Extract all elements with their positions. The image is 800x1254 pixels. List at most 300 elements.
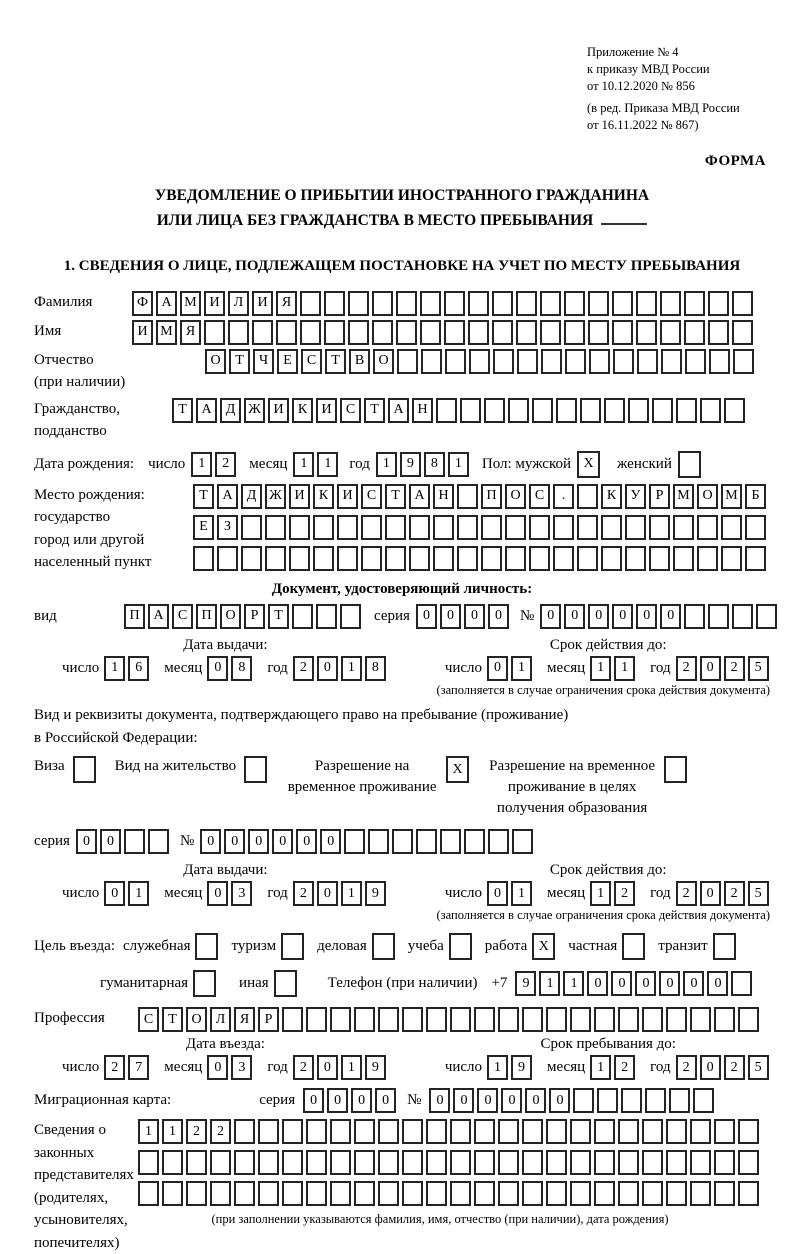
birth-place-cell[interactable] [625, 515, 646, 540]
profession-cell[interactable] [714, 1007, 735, 1032]
doc-series-cell[interactable]: 0 [440, 604, 461, 629]
representative-cell[interactable] [498, 1150, 519, 1175]
residence-number-cell[interactable] [368, 829, 389, 854]
issue-year-cell[interactable]: 1 [341, 656, 362, 681]
representative-cell[interactable] [642, 1150, 663, 1175]
representative-cell[interactable] [258, 1181, 279, 1206]
issue-year-cell[interactable]: 8 [365, 656, 386, 681]
citizenship-cell[interactable] [676, 398, 697, 423]
profession-cell[interactable] [546, 1007, 567, 1032]
birth-place-cell[interactable] [673, 515, 694, 540]
representative-cell[interactable] [330, 1181, 351, 1206]
name-cell[interactable]: Я [180, 320, 201, 345]
representative-cell[interactable] [426, 1119, 447, 1144]
patronymic-cell[interactable] [517, 349, 538, 374]
name-cell[interactable] [468, 320, 489, 345]
birth-place-cell[interactable] [385, 515, 406, 540]
citizenship-cell[interactable]: К [292, 398, 313, 423]
doc-number-cell[interactable] [684, 604, 705, 629]
residence-valid-year-cell[interactable]: 2 [724, 881, 745, 906]
name-cell[interactable] [420, 320, 441, 345]
citizenship-cell[interactable]: Д [220, 398, 241, 423]
migration-number-cell[interactable] [621, 1088, 642, 1113]
patronymic-cell[interactable]: Ч [253, 349, 274, 374]
patronymic-cell[interactable] [709, 349, 730, 374]
representative-cell[interactable] [666, 1150, 687, 1175]
representative-cell[interactable] [666, 1119, 687, 1144]
residence-issue-year-cell[interactable]: 0 [317, 881, 338, 906]
profession-cell[interactable] [378, 1007, 399, 1032]
representative-cell[interactable] [714, 1181, 735, 1206]
birth-place-cell[interactable] [289, 515, 310, 540]
representative-cell[interactable] [402, 1150, 423, 1175]
migration-series-cell[interactable]: 0 [375, 1088, 396, 1113]
representative-cell[interactable] [690, 1181, 711, 1206]
phone-digit-cell[interactable]: 0 [683, 971, 704, 996]
representative-cell[interactable] [354, 1150, 375, 1175]
profession-cell[interactable] [522, 1007, 543, 1032]
residence-issue-month-cell[interactable]: 3 [231, 881, 252, 906]
surname-cell[interactable] [468, 291, 489, 316]
surname-cell[interactable]: И [204, 291, 225, 316]
birth-place-cell[interactable]: З [217, 515, 238, 540]
doc-kind-cell[interactable]: А [148, 604, 169, 629]
birth-place-cell[interactable]: А [217, 484, 238, 509]
residence-issue-day-cell[interactable]: 1 [128, 881, 149, 906]
birth-place-cell[interactable] [649, 546, 670, 571]
stay-month-cell[interactable]: 1 [590, 1055, 611, 1080]
representative-cell[interactable] [402, 1119, 423, 1144]
surname-cell[interactable]: А [156, 291, 177, 316]
birth-place-cell[interactable] [721, 515, 742, 540]
birth-place-cell[interactable] [697, 515, 718, 540]
name-cell[interactable]: М [156, 320, 177, 345]
residence-number-cell[interactable] [512, 829, 533, 854]
citizenship-cell[interactable]: И [268, 398, 289, 423]
birth-place-cell[interactable] [553, 546, 574, 571]
migration-series-cell[interactable]: 0 [351, 1088, 372, 1113]
profession-cell[interactable] [618, 1007, 639, 1032]
representative-cell[interactable]: 2 [186, 1119, 207, 1144]
birth-place-cell[interactable] [265, 515, 286, 540]
purpose-study-cell[interactable] [449, 933, 472, 960]
birth-place-cell[interactable] [745, 546, 766, 571]
name-cell[interactable] [516, 320, 537, 345]
representative-cell[interactable] [306, 1119, 327, 1144]
valid-day-cell[interactable]: 0 [487, 656, 508, 681]
sex-male-cell[interactable]: X [577, 451, 600, 478]
patronymic-cell[interactable] [637, 349, 658, 374]
representative-cell[interactable]: 1 [162, 1119, 183, 1144]
name-cell[interactable] [612, 320, 633, 345]
birth-place-cell[interactable]: Е [193, 515, 214, 540]
birth-place-cell[interactable]: М [721, 484, 742, 509]
patronymic-cell[interactable] [541, 349, 562, 374]
entry-day-cell[interactable]: 7 [128, 1055, 149, 1080]
name-cell[interactable] [252, 320, 273, 345]
representative-cell[interactable] [186, 1181, 207, 1206]
issue-month-cell[interactable]: 0 [207, 656, 228, 681]
birth-place-cell[interactable]: С [361, 484, 382, 509]
surname-cell[interactable] [300, 291, 321, 316]
surname-cell[interactable] [516, 291, 537, 316]
profession-cell[interactable] [450, 1007, 471, 1032]
patronymic-cell[interactable] [685, 349, 706, 374]
representative-cell[interactable] [594, 1181, 615, 1206]
birth-place-cell[interactable]: . [553, 484, 574, 509]
name-cell[interactable] [636, 320, 657, 345]
patronymic-cell[interactable]: О [205, 349, 226, 374]
representative-cell[interactable] [450, 1119, 471, 1144]
representative-cell[interactable] [426, 1150, 447, 1175]
patronymic-cell[interactable] [733, 349, 754, 374]
doc-kind-cell[interactable]: О [220, 604, 241, 629]
entry-year-cell[interactable]: 2 [293, 1055, 314, 1080]
representative-cell[interactable] [690, 1150, 711, 1175]
representative-cell[interactable] [666, 1181, 687, 1206]
representative-cell[interactable] [234, 1119, 255, 1144]
profession-cell[interactable] [330, 1007, 351, 1032]
profession-cell[interactable]: С [138, 1007, 159, 1032]
representative-cell[interactable] [618, 1119, 639, 1144]
doc-number-cell[interactable] [756, 604, 777, 629]
purpose-humanitarian-cell[interactable] [193, 970, 216, 997]
profession-cell[interactable]: О [186, 1007, 207, 1032]
representative-cell[interactable] [474, 1181, 495, 1206]
patronymic-cell[interactable] [445, 349, 466, 374]
surname-cell[interactable] [540, 291, 561, 316]
birth-place-cell[interactable] [481, 546, 502, 571]
doc-kind-cell[interactable]: Т [268, 604, 289, 629]
surname-cell[interactable] [636, 291, 657, 316]
doc-series-cell[interactable]: 0 [416, 604, 437, 629]
representative-cell[interactable] [546, 1119, 567, 1144]
entry-month-cell[interactable]: 3 [231, 1055, 252, 1080]
name-cell[interactable] [684, 320, 705, 345]
birth-place-cell[interactable]: Т [193, 484, 214, 509]
name-cell[interactable] [276, 320, 297, 345]
citizenship-cell[interactable] [652, 398, 673, 423]
representative-cell[interactable] [618, 1150, 639, 1175]
surname-cell[interactable]: Л [228, 291, 249, 316]
birth-place-cell[interactable] [289, 546, 310, 571]
name-cell[interactable] [660, 320, 681, 345]
residence-number-cell[interactable]: 0 [200, 829, 221, 854]
citizenship-cell[interactable] [724, 398, 745, 423]
representative-cell[interactable] [378, 1119, 399, 1144]
citizenship-cell[interactable] [436, 398, 457, 423]
migration-number-cell[interactable] [573, 1088, 594, 1113]
name-cell[interactable] [708, 320, 729, 345]
residence-number-cell[interactable] [416, 829, 437, 854]
representative-cell[interactable] [330, 1150, 351, 1175]
patronymic-cell[interactable] [493, 349, 514, 374]
birth-place-cell[interactable]: Д [241, 484, 262, 509]
citizenship-cell[interactable]: А [388, 398, 409, 423]
citizenship-cell[interactable]: Ж [244, 398, 265, 423]
phone-digit-cell[interactable] [731, 971, 752, 996]
representative-cell[interactable] [354, 1119, 375, 1144]
representative-cell[interactable]: 2 [210, 1119, 231, 1144]
birth-place-cell[interactable] [385, 546, 406, 571]
birth-place-cell[interactable] [577, 515, 598, 540]
doc-kind-cell[interactable]: П [196, 604, 217, 629]
representative-cell[interactable] [522, 1181, 543, 1206]
name-cell[interactable] [348, 320, 369, 345]
surname-cell[interactable] [324, 291, 345, 316]
birth-place-cell[interactable]: И [289, 484, 310, 509]
citizenship-cell[interactable]: Т [172, 398, 193, 423]
residence-valid-year-cell[interactable]: 0 [700, 881, 721, 906]
migration-number-cell[interactable]: 0 [549, 1088, 570, 1113]
entry-month-cell[interactable]: 0 [207, 1055, 228, 1080]
doc-kind-cell[interactable] [316, 604, 337, 629]
profession-cell[interactable] [570, 1007, 591, 1032]
representative-cell[interactable] [282, 1150, 303, 1175]
birth-place-cell[interactable] [193, 546, 214, 571]
valid-year-cell[interactable]: 2 [724, 656, 745, 681]
patronymic-cell[interactable]: О [373, 349, 394, 374]
doc-kind-cell[interactable]: Р [244, 604, 265, 629]
residence-issue-month-cell[interactable]: 0 [207, 881, 228, 906]
birth-place-cell[interactable]: К [601, 484, 622, 509]
temp-residence-cell[interactable]: X [446, 756, 469, 783]
birth-place-cell[interactable]: Б [745, 484, 766, 509]
profession-cell[interactable] [402, 1007, 423, 1032]
representative-cell[interactable] [690, 1119, 711, 1144]
profession-cell[interactable] [306, 1007, 327, 1032]
entry-year-cell[interactable]: 0 [317, 1055, 338, 1080]
representative-cell[interactable]: 1 [138, 1119, 159, 1144]
birth-place-cell[interactable] [577, 546, 598, 571]
birth-place-cell[interactable]: Т [385, 484, 406, 509]
representative-cell[interactable] [570, 1119, 591, 1144]
surname-cell[interactable] [372, 291, 393, 316]
birth-place-cell[interactable] [601, 515, 622, 540]
residence-number-cell[interactable] [440, 829, 461, 854]
surname-cell[interactable]: Я [276, 291, 297, 316]
patronymic-cell[interactable] [613, 349, 634, 374]
entry-year-cell[interactable]: 1 [341, 1055, 362, 1080]
representative-cell[interactable] [714, 1119, 735, 1144]
name-cell[interactable] [228, 320, 249, 345]
profession-cell[interactable] [738, 1007, 759, 1032]
issue-day-cell[interactable]: 6 [128, 656, 149, 681]
profession-cell[interactable] [282, 1007, 303, 1032]
representative-cell[interactable] [282, 1181, 303, 1206]
surname-cell[interactable] [708, 291, 729, 316]
stay-day-cell[interactable]: 1 [487, 1055, 508, 1080]
residence-issue-year-cell[interactable]: 1 [341, 881, 362, 906]
profession-cell[interactable]: Я [234, 1007, 255, 1032]
representative-cell[interactable] [330, 1119, 351, 1144]
migration-number-cell[interactable] [669, 1088, 690, 1113]
birth-month-cell[interactable]: 1 [317, 452, 338, 477]
migration-number-cell[interactable]: 0 [429, 1088, 450, 1113]
representative-cell[interactable] [234, 1181, 255, 1206]
birth-place-cell[interactable] [337, 546, 358, 571]
residence-series-cell[interactable] [124, 829, 145, 854]
doc-number-cell[interactable]: 0 [636, 604, 657, 629]
residence-issue-year-cell[interactable]: 9 [365, 881, 386, 906]
birth-place-cell[interactable] [457, 546, 478, 571]
migration-number-cell[interactable]: 0 [477, 1088, 498, 1113]
citizenship-cell[interactable] [580, 398, 601, 423]
residence-number-cell[interactable] [464, 829, 485, 854]
representative-cell[interactable] [594, 1119, 615, 1144]
purpose-official-cell[interactable] [195, 933, 218, 960]
profession-cell[interactable] [498, 1007, 519, 1032]
residence-number-cell[interactable]: 0 [320, 829, 341, 854]
temp-residence-edu-cell[interactable] [664, 756, 687, 783]
residence-valid-month-cell[interactable]: 1 [590, 881, 611, 906]
entry-year-cell[interactable]: 9 [365, 1055, 386, 1080]
representative-cell[interactable] [474, 1150, 495, 1175]
surname-cell[interactable] [420, 291, 441, 316]
birth-place-cell[interactable] [529, 515, 550, 540]
surname-cell[interactable]: И [252, 291, 273, 316]
patronymic-cell[interactable]: В [349, 349, 370, 374]
stay-year-cell[interactable]: 0 [700, 1055, 721, 1080]
citizenship-cell[interactable]: С [340, 398, 361, 423]
birth-place-cell[interactable] [673, 546, 694, 571]
birth-place-cell[interactable]: И [337, 484, 358, 509]
birth-day-cell[interactable]: 2 [215, 452, 236, 477]
birth-place-cell[interactable] [697, 546, 718, 571]
representative-cell[interactable] [378, 1181, 399, 1206]
purpose-work-cell[interactable]: X [532, 933, 555, 960]
phone-digit-cell[interactable]: 0 [635, 971, 656, 996]
birth-place-cell[interactable] [505, 515, 526, 540]
residence-series-cell[interactable]: 0 [100, 829, 121, 854]
profession-cell[interactable] [666, 1007, 687, 1032]
doc-number-cell[interactable]: 0 [540, 604, 561, 629]
birth-place-cell[interactable] [433, 515, 454, 540]
phone-digit-cell[interactable]: 0 [587, 971, 608, 996]
representative-cell[interactable] [522, 1150, 543, 1175]
residence-valid-day-cell[interactable]: 0 [487, 881, 508, 906]
birth-place-cell[interactable] [577, 484, 598, 509]
surname-cell[interactable] [660, 291, 681, 316]
name-cell[interactable] [732, 320, 753, 345]
representative-cell[interactable] [258, 1150, 279, 1175]
surname-cell[interactable] [732, 291, 753, 316]
representative-cell[interactable] [258, 1119, 279, 1144]
patronymic-cell[interactable] [565, 349, 586, 374]
surname-cell[interactable] [564, 291, 585, 316]
representative-cell[interactable] [186, 1150, 207, 1175]
birth-place-cell[interactable]: К [313, 484, 334, 509]
valid-year-cell[interactable]: 5 [748, 656, 769, 681]
birth-place-cell[interactable] [409, 546, 430, 571]
citizenship-cell[interactable] [700, 398, 721, 423]
representative-cell[interactable] [522, 1119, 543, 1144]
citizenship-cell[interactable] [508, 398, 529, 423]
patronymic-cell[interactable]: Е [277, 349, 298, 374]
citizenship-cell[interactable]: И [316, 398, 337, 423]
surname-cell[interactable] [588, 291, 609, 316]
stay-year-cell[interactable]: 5 [748, 1055, 769, 1080]
patronymic-cell[interactable] [421, 349, 442, 374]
residence-issue-day-cell[interactable]: 0 [104, 881, 125, 906]
doc-kind-cell[interactable] [292, 604, 313, 629]
birth-year-cell[interactable]: 8 [424, 452, 445, 477]
birth-place-cell[interactable]: М [673, 484, 694, 509]
valid-month-cell[interactable]: 1 [590, 656, 611, 681]
birth-day-cell[interactable]: 1 [191, 452, 212, 477]
patronymic-cell[interactable] [589, 349, 610, 374]
profession-cell[interactable]: Т [162, 1007, 183, 1032]
patronymic-cell[interactable] [469, 349, 490, 374]
stay-day-cell[interactable]: 9 [511, 1055, 532, 1080]
migration-number-cell[interactable]: 0 [525, 1088, 546, 1113]
representative-cell[interactable] [282, 1119, 303, 1144]
birth-place-cell[interactable]: С [529, 484, 550, 509]
representative-cell[interactable] [450, 1181, 471, 1206]
citizenship-cell[interactable] [556, 398, 577, 423]
doc-series-cell[interactable]: 0 [488, 604, 509, 629]
migration-number-cell[interactable] [645, 1088, 666, 1113]
representative-cell[interactable] [570, 1150, 591, 1175]
citizenship-cell[interactable] [484, 398, 505, 423]
residence-number-cell[interactable]: 0 [248, 829, 269, 854]
representative-cell[interactable] [474, 1119, 495, 1144]
purpose-transit-cell[interactable] [713, 933, 736, 960]
representative-cell[interactable] [426, 1181, 447, 1206]
representative-cell[interactable] [162, 1181, 183, 1206]
birth-year-cell[interactable]: 1 [448, 452, 469, 477]
visa-cell[interactable] [73, 756, 96, 783]
doc-number-cell[interactable]: 0 [564, 604, 585, 629]
representative-cell[interactable] [738, 1119, 759, 1144]
doc-series-cell[interactable]: 0 [464, 604, 485, 629]
valid-month-cell[interactable]: 1 [614, 656, 635, 681]
name-cell[interactable] [540, 320, 561, 345]
birth-place-cell[interactable]: Р [649, 484, 670, 509]
representative-cell[interactable] [594, 1150, 615, 1175]
purpose-tourism-cell[interactable] [281, 933, 304, 960]
birth-place-cell[interactable] [601, 546, 622, 571]
birth-place-cell[interactable] [241, 546, 262, 571]
profession-cell[interactable] [354, 1007, 375, 1032]
sex-female-cell[interactable] [678, 451, 701, 478]
surname-cell[interactable] [396, 291, 417, 316]
valid-year-cell[interactable]: 0 [700, 656, 721, 681]
birth-year-cell[interactable]: 1 [376, 452, 397, 477]
representative-cell[interactable] [642, 1181, 663, 1206]
representative-cell[interactable] [642, 1119, 663, 1144]
purpose-business-cell[interactable] [372, 933, 395, 960]
birth-place-cell[interactable] [337, 515, 358, 540]
name-cell[interactable] [444, 320, 465, 345]
residence-valid-year-cell[interactable]: 2 [676, 881, 697, 906]
stay-month-cell[interactable]: 2 [614, 1055, 635, 1080]
residence-number-cell[interactable] [344, 829, 365, 854]
citizenship-cell[interactable] [460, 398, 481, 423]
doc-kind-cell[interactable] [340, 604, 361, 629]
surname-cell[interactable]: Ф [132, 291, 153, 316]
representative-cell[interactable] [306, 1181, 327, 1206]
profession-cell[interactable] [690, 1007, 711, 1032]
profession-cell[interactable]: Р [258, 1007, 279, 1032]
birth-place-cell[interactable] [457, 484, 478, 509]
birth-place-cell[interactable] [361, 546, 382, 571]
residence-permit-cell[interactable] [244, 756, 267, 783]
representative-cell[interactable] [498, 1181, 519, 1206]
representative-cell[interactable] [354, 1181, 375, 1206]
migration-series-cell[interactable]: 0 [327, 1088, 348, 1113]
representative-cell[interactable] [138, 1181, 159, 1206]
